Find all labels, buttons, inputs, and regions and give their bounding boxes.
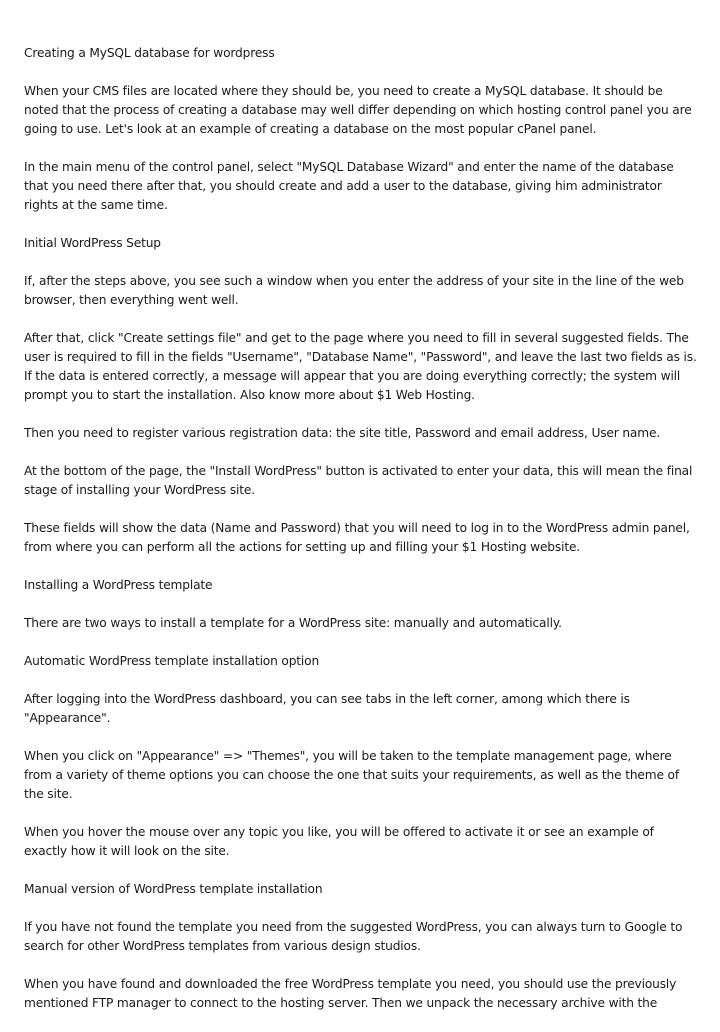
paragraph-appearance-themes: When you click on "Appearance" => "Themes", you will be taken to the template management page, where from a variety of theme options you can choose the one that suits your requirements, as well as the theme of the site. xyxy=(24,749,679,801)
paragraph-install-button: At the bottom of the page, the "Install WordPress" button is activated to enter your data, this will mean the final stage of installing your WordPress site. xyxy=(24,464,693,497)
paragraph-google-search: If you have not found the template you need from the suggested WordPress, you can always turn to Google to search for other WordPress templates from various design studios. xyxy=(24,920,683,953)
heading-initial-setup: Initial WordPress Setup xyxy=(24,236,161,250)
paragraph-hover-topic: When you hover the mouse over any topic you like, you will be offered to activate it or see an example of exactly how it will look on the site. xyxy=(24,825,654,858)
paragraph-cms-files: When your CMS files are located where they should be, you need to create a MySQL database. It should be noted that the process of creating a database may well differ depending on which hosting control panel you are going to use. Let's look at an example of creating a database on the most popular cPanel panel. xyxy=(24,84,692,136)
paragraph-settings-file: After that, click "Create settings file" and get to the page where you need to fill in several suggested fields. The user is required to fill in the fields "Username", "Database Name", "Password", and leave the last two fields as is. If the data is entered correctly, a message will appear that you are doing everything correctly; the system will prompt you to start the installation. Also know more about $1 Web Hosting. xyxy=(24,331,697,402)
paragraph-mysql-wizard: In the main menu of the control panel, select "MySQL Database Wizard" and enter the name of the database that you need there after that, you should create and add a user to the database, giving him administrator rights at the same time. xyxy=(24,160,674,212)
paragraph-ftp-manager: When you have found and downloaded the free WordPress template you need, you should use the previously mentioned FTP manager to connect to the hosting server. Then we unpack the necessary archive with the xyxy=(24,977,677,1010)
heading-manual-installation: Manual version of WordPress template installation xyxy=(24,882,323,896)
heading-automatic-installation: Automatic WordPress template installation option xyxy=(24,654,320,668)
paragraph-browser-window: If, after the steps above, you see such a window when you enter the address of your site in the line of the web browser, then everything went well. xyxy=(24,274,684,307)
paragraph-two-ways: There are two ways to install a template for a WordPress site: manually and automatically. xyxy=(24,616,562,630)
paragraph-admin-login: These fields will show the data (Name and Password) that you will need to log in to the WordPress admin panel, from where you can perform all the actions for setting up and filling your $1 Hosting website. xyxy=(24,521,690,554)
paragraph-registration-data: Then you need to register various registration data: the site title, Password and email address, User name. xyxy=(24,426,661,440)
document-body xyxy=(24,44,698,1032)
heading-installing-template: Installing a WordPress template xyxy=(24,578,213,592)
heading-create-mysql-database: Creating a MySQL database for wordpress xyxy=(24,46,275,60)
paragraph-dashboard-tabs: After logging into the WordPress dashboard, you can see tabs in the left corner, among which there is "Appearance". xyxy=(24,692,630,725)
